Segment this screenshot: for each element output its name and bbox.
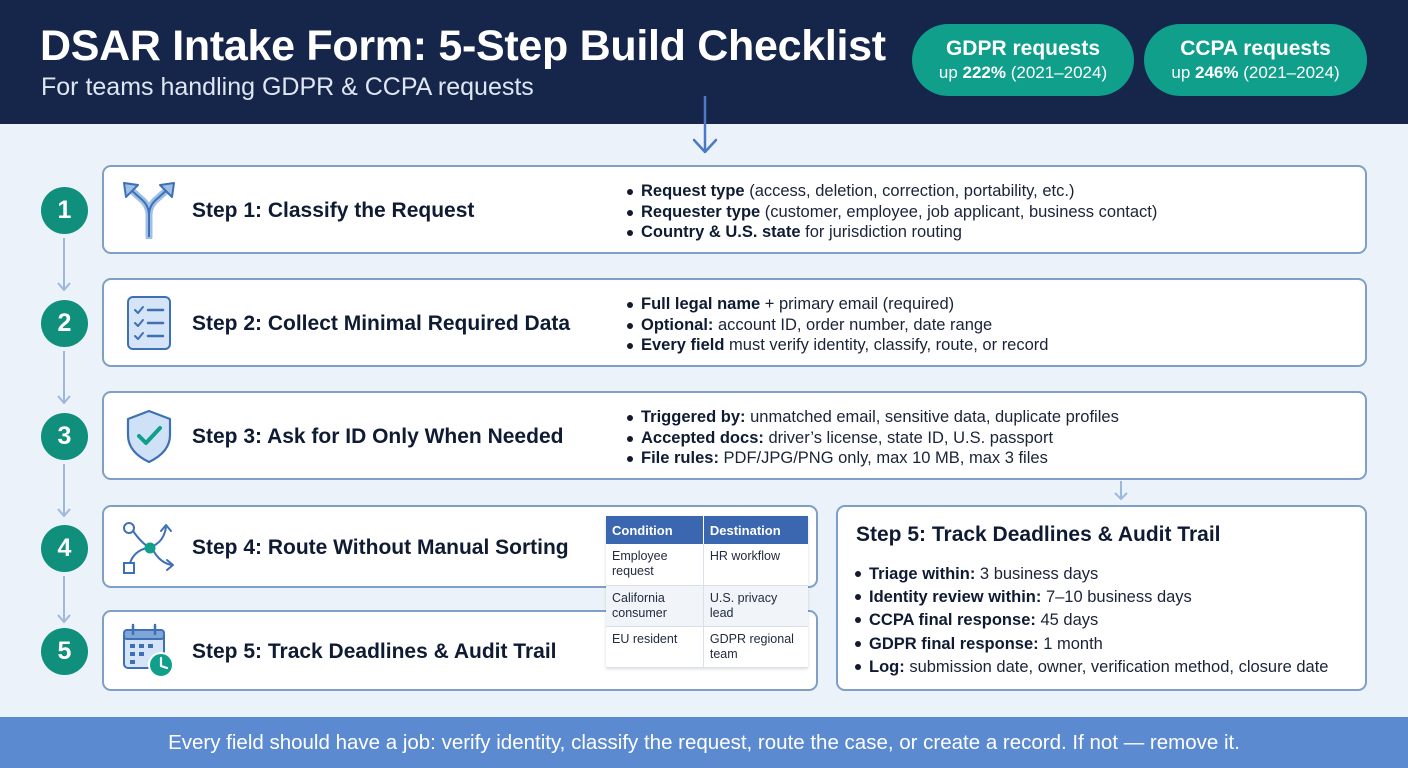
table-cell: Employee request <box>606 544 703 585</box>
step-1-title: Step 1: Classify the Request <box>192 199 475 222</box>
step-5-detail-panel <box>836 505 1367 691</box>
table-row <box>606 544 808 585</box>
gdpr-stat-value: 222% <box>962 63 1006 82</box>
ccpa-stat-badge <box>1144 24 1367 96</box>
page-subtitle: For teams handling GDPR & CCPA requests <box>41 73 534 101</box>
step-4-title: Step 4: Route Without Manual Sorting <box>192 536 569 559</box>
down-arrow-icon <box>1111 481 1131 503</box>
table-header-condition: Condition <box>606 516 703 544</box>
routing-table <box>606 516 808 668</box>
routing-icon <box>120 519 178 577</box>
table-cell: California consumer <box>606 585 703 626</box>
step-1-bullets <box>626 181 1157 243</box>
list-item: Optional: account ID, order number, date range <box>626 315 1048 336</box>
fork-arrows-icon <box>120 181 178 239</box>
ccpa-stat-title: CCPA requests <box>1180 37 1331 60</box>
list-item: Accepted docs: driver’s license, state ID, U.S. passport <box>626 428 1119 449</box>
footer-banner: Every field should have a job: verify identity, classify the request, route the case, or create a record. If not — remove it. <box>0 717 1408 768</box>
table-cell: GDPR regional team <box>703 626 808 667</box>
step-number-3: 3 <box>41 413 88 460</box>
step-2-card <box>102 278 1367 367</box>
step-3-card <box>102 391 1367 480</box>
gdpr-stat-title: GDPR requests <box>945 37 1101 60</box>
step-3-title: Step 3: Ask for ID Only When Needed <box>192 425 564 448</box>
connector-arrow-icon <box>54 464 74 520</box>
gdpr-stat-detail: up 222% (2021–2024) <box>938 63 1108 82</box>
step-5-detail-title: Step 5: Track Deadlines & Audit Trail <box>856 523 1221 546</box>
table-row <box>606 626 808 667</box>
list-item: Every field must verify identity, classify, route, or record <box>626 335 1048 356</box>
list-item: File rules: PDF/JPG/PNG only, max 10 MB, max 3 files <box>626 448 1119 469</box>
connector-arrow-icon <box>54 238 74 294</box>
table-cell: U.S. privacy lead <box>703 585 808 626</box>
calendar-clock-icon <box>120 622 178 680</box>
list-item: Triage within: 3 business days <box>854 563 1328 586</box>
step-number-1: 1 <box>41 187 88 234</box>
ccpa-stat-detail: up 246% (2021–2024) <box>1171 63 1340 82</box>
table-cell: EU resident <box>606 626 703 667</box>
shield-check-icon <box>120 407 178 465</box>
table-row <box>606 585 808 626</box>
step-3-bullets <box>626 407 1119 469</box>
list-item: Full legal name + primary email (required) <box>626 294 1048 315</box>
list-item: Request type (access, deletion, correction, portability, etc.) <box>626 181 1157 202</box>
step-5-title: Step 5: Track Deadlines & Audit Trail <box>192 640 557 663</box>
list-item: CCPA final response: 45 days <box>854 609 1328 632</box>
step-2-bullets <box>626 294 1048 356</box>
connector-arrow-icon <box>54 576 74 632</box>
down-arrow-icon <box>690 96 720 156</box>
table-header-destination: Destination <box>703 516 808 544</box>
page-title: DSAR Intake Form: 5-Step Build Checklist <box>40 22 886 70</box>
list-item: Triggered by: unmatched email, sensitive data, duplicate profiles <box>626 407 1119 428</box>
step-1-card <box>102 165 1367 254</box>
list-item: Identity review within: 7–10 business days <box>854 586 1328 609</box>
step-number-5: 5 <box>41 628 88 675</box>
list-item: Requester type (customer, employee, job applicant, business contact) <box>626 202 1157 223</box>
step-5-detail-bullets <box>854 563 1328 679</box>
step-number-4: 4 <box>41 525 88 572</box>
ccpa-stat-value: 246% <box>1195 63 1239 82</box>
checklist-icon <box>120 294 178 352</box>
list-item: Country & U.S. state for jurisdiction routing <box>626 222 1157 243</box>
connector-arrow-icon <box>54 351 74 407</box>
step-number-2: 2 <box>41 300 88 347</box>
list-item: Log: submission date, owner, verification method, closure date <box>854 656 1328 679</box>
list-item: GDPR final response: 1 month <box>854 633 1328 656</box>
table-cell: HR workflow <box>703 544 808 585</box>
step-2-title: Step 2: Collect Minimal Required Data <box>192 312 571 335</box>
gdpr-stat-badge <box>912 24 1134 96</box>
